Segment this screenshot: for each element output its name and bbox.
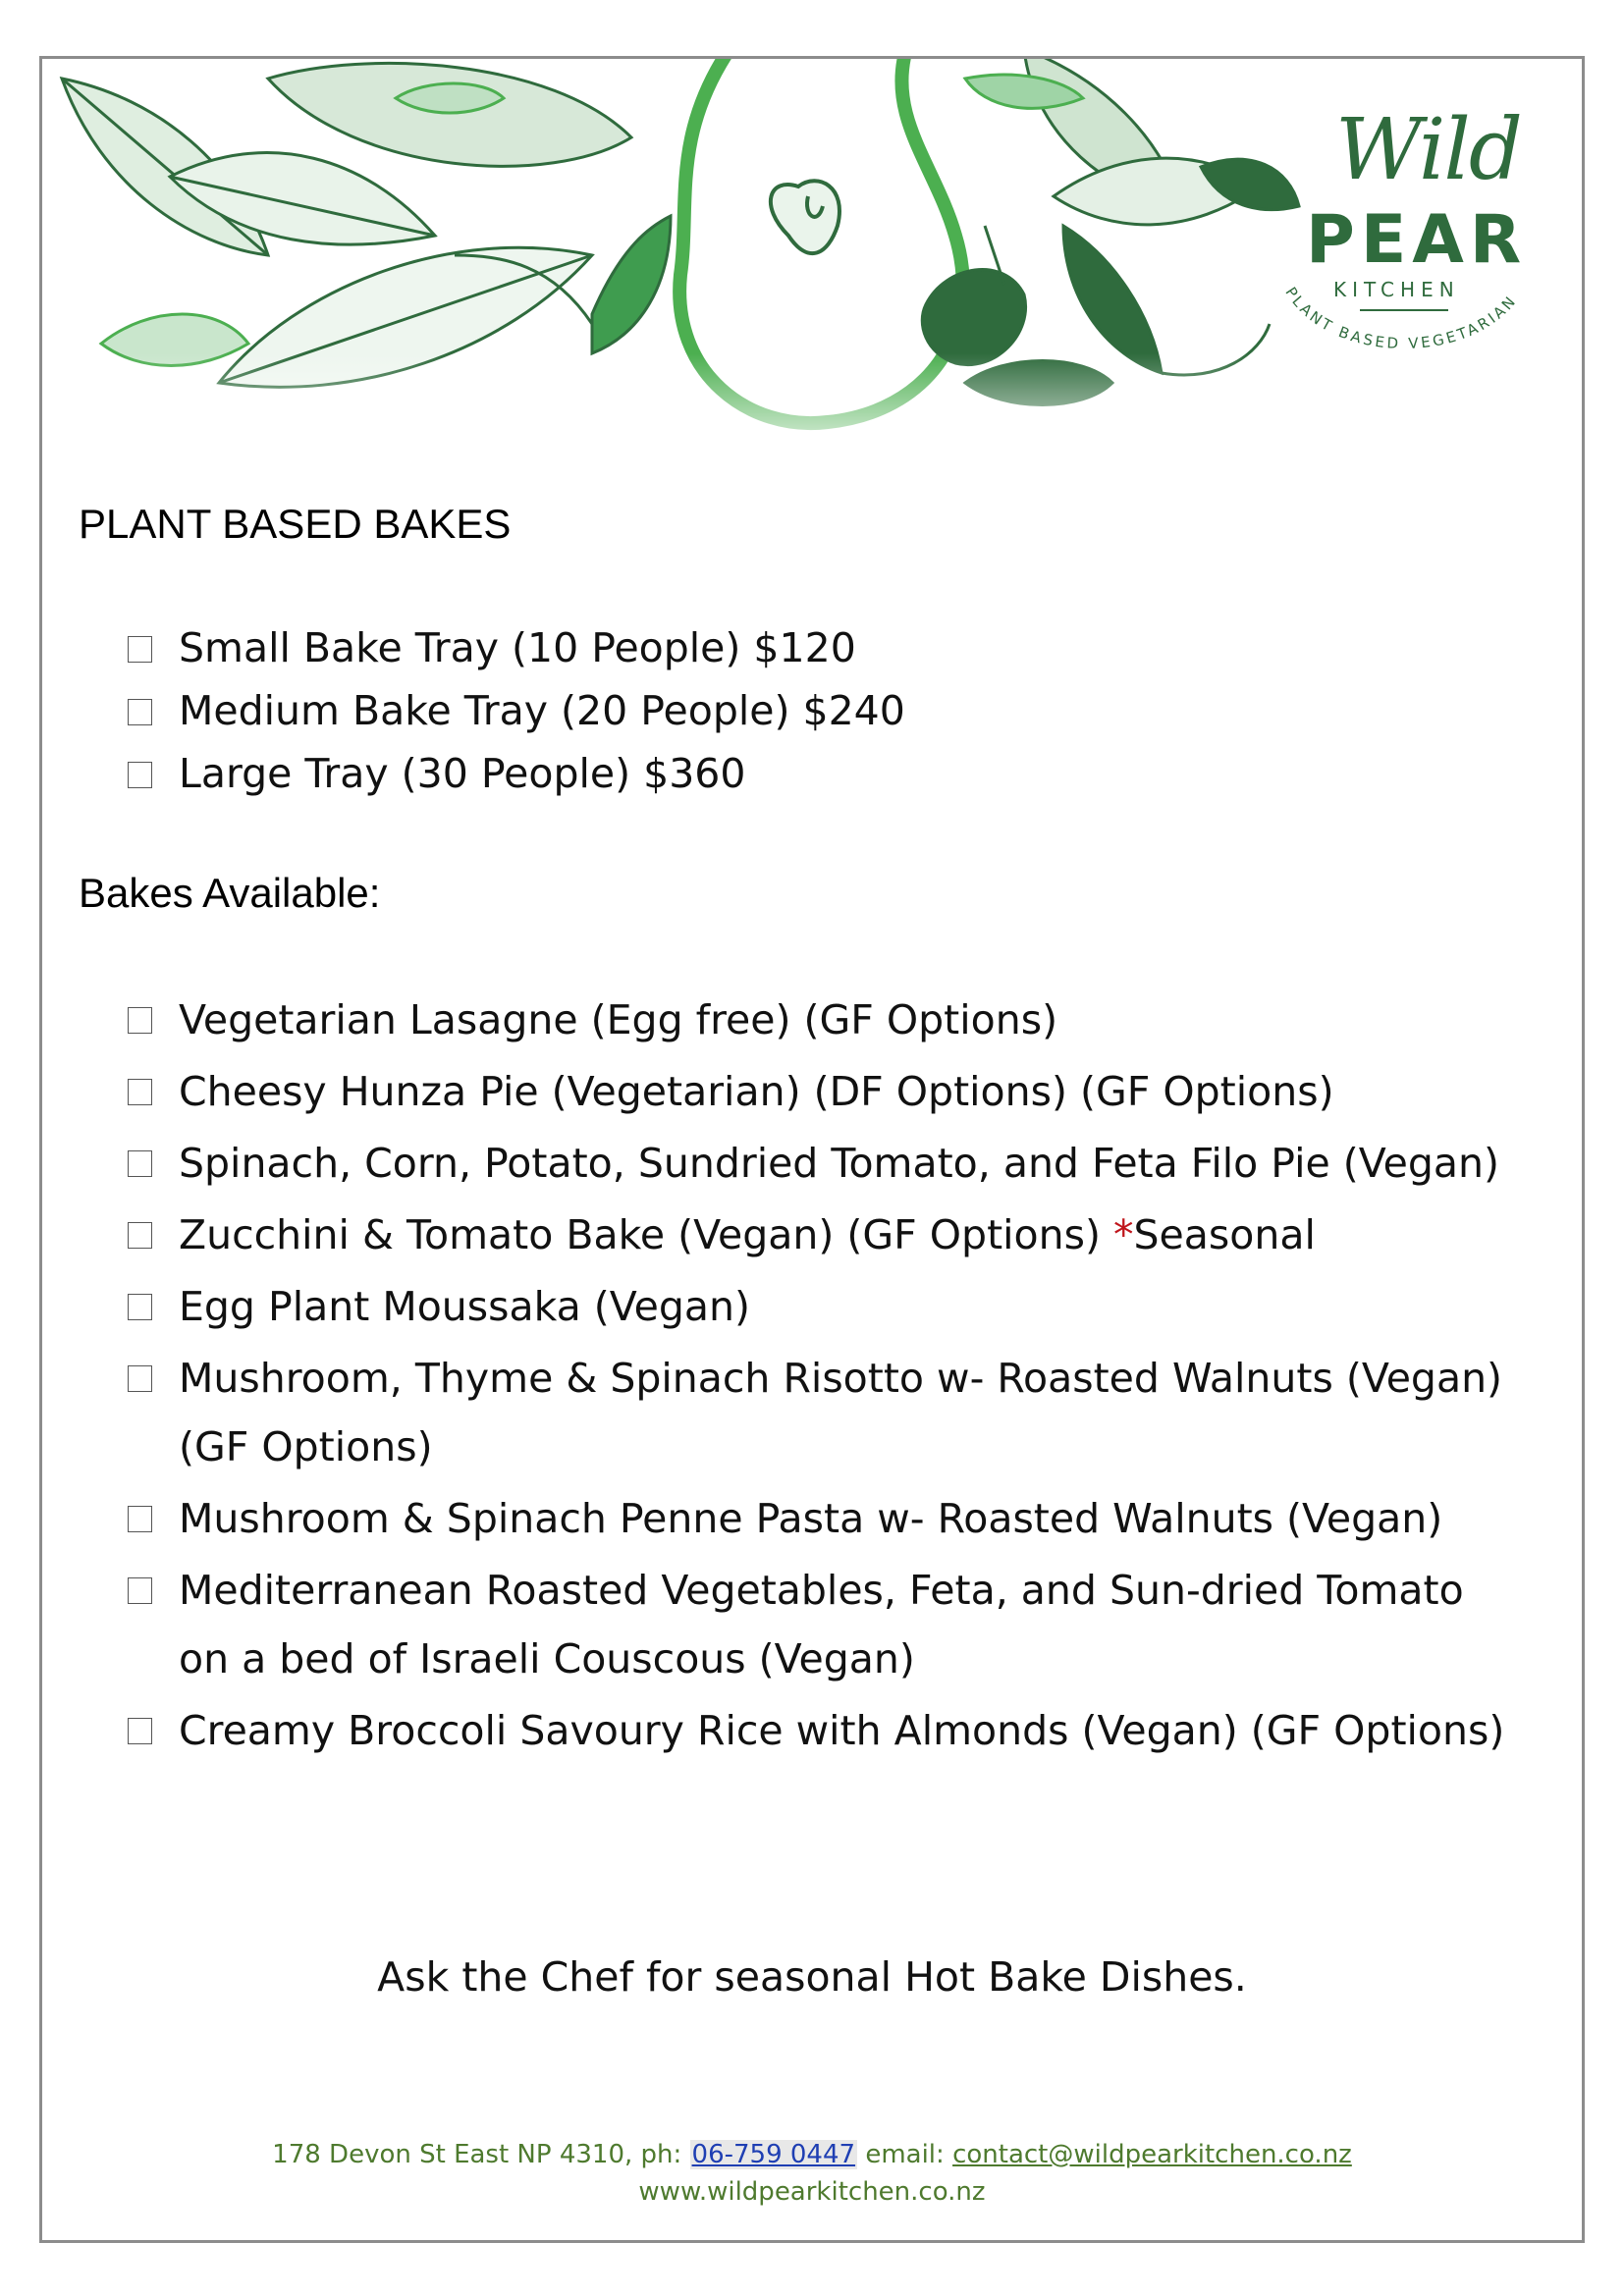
logo-word-wild: Wild <box>1335 101 1521 199</box>
bake-option[interactable] <box>128 1129 1504 1198</box>
checkbox[interactable] <box>128 1150 152 1177</box>
bake-option-label: Mushroom & Spinach Penne Pasta w- Roasted Walnuts (Vegan) <box>179 1495 1443 1542</box>
logo-word-kitchen: KITCHEN <box>1333 278 1460 301</box>
footer-email-label: email: <box>857 2140 953 2169</box>
heading-plant-based-bakes: PLANT BASED BAKES <box>79 501 512 547</box>
bake-option-label: Zucchini & Tomato Bake (Vegan) (GF Options) <box>179 1211 1114 1258</box>
wild-pear-kitchen-logo <box>1267 93 1542 417</box>
svg-text:PLANT BASED VEGETARIAN <box>1281 284 1520 352</box>
bake-option-label-continued: (GF Options) <box>179 1423 433 1470</box>
footer-address: 178 Devon St East NP 4310, ph: <box>272 2140 690 2169</box>
bake-option-label: Spinach, Corn, Potato, Sundried Tomato, and Feta Filo Pie (Vegan) <box>179 1140 1499 1187</box>
logo-tagline: PLANT BASED VEGETARIAN <box>1281 284 1521 353</box>
tray-option[interactable] <box>128 679 905 742</box>
checkbox[interactable] <box>128 1294 152 1320</box>
bake-option[interactable] <box>128 1556 1504 1693</box>
bakes-list <box>128 986 1504 1768</box>
tray-size-list <box>128 616 905 805</box>
footer-website[interactable]: www.wildpearkitchen.co.nz <box>638 2177 986 2207</box>
bake-option-label: Mushroom, Thyme & Spinach Risotto w- Roasted Walnuts (Vegan) <box>179 1355 1503 1402</box>
logo-word-pear: PEAR <box>1306 201 1528 279</box>
bake-option-label-continued: on a bed of Israeli Couscous (Vegan) <box>179 1635 915 1682</box>
logo-tagline-arc <box>1267 260 1542 417</box>
email-link[interactable]: contact@wildpearkitchen.co.nz <box>952 2140 1352 2169</box>
bake-option[interactable] <box>128 1272 1504 1341</box>
tray-option-label: Medium Bake Tray (20 People) $240 <box>179 687 905 734</box>
checkbox[interactable] <box>128 699 152 725</box>
heading-bakes-available: Bakes Available: <box>79 870 381 916</box>
footer-contact-line <box>0 2140 1624 2169</box>
bake-option-label: Vegetarian Lasagne (Egg free) (GF Options) <box>179 996 1058 1043</box>
chef-note: Ask the Chef for seasonal Hot Bake Dishes. <box>377 1953 1247 2001</box>
bake-option-label: Cheesy Hunza Pie (Vegetarian) (DF Options) (GF Options) <box>179 1068 1334 1115</box>
bake-option[interactable] <box>128 986 1504 1054</box>
checkbox[interactable] <box>128 1718 152 1744</box>
checkbox[interactable] <box>128 1577 152 1604</box>
bake-option[interactable] <box>128 1696 1504 1765</box>
seasonal-asterisk: * <box>1113 1211 1134 1258</box>
checkbox[interactable] <box>128 1007 152 1034</box>
seasonal-label: Seasonal <box>1133 1211 1316 1258</box>
checkbox[interactable] <box>128 636 152 663</box>
checkbox[interactable] <box>128 1079 152 1105</box>
bake-option-label: Mediterranean Roasted Vegetables, Feta, and Sun-dried Tomato <box>179 1567 1464 1614</box>
bake-option-label: Egg Plant Moussaka (Vegan) <box>179 1283 751 1330</box>
checkbox[interactable] <box>128 1506 152 1532</box>
tray-option[interactable] <box>128 742 905 805</box>
checkbox[interactable] <box>128 1222 152 1249</box>
checkbox[interactable] <box>128 1365 152 1392</box>
tray-option[interactable] <box>128 616 905 679</box>
bake-option[interactable] <box>128 1484 1504 1553</box>
bake-option[interactable] <box>128 1344 1504 1481</box>
bake-option[interactable] <box>128 1201 1504 1269</box>
bake-option[interactable] <box>128 1057 1504 1126</box>
checkbox[interactable] <box>128 762 152 788</box>
tray-option-label: Small Bake Tray (10 People) $120 <box>179 624 856 671</box>
bake-option-label: Creamy Broccoli Savoury Rice with Almonds (Vegan) (GF Options) <box>179 1707 1505 1754</box>
tray-option-label: Large Tray (30 People) $360 <box>179 750 746 797</box>
phone-link[interactable]: 06-759 0447 <box>691 2140 856 2169</box>
